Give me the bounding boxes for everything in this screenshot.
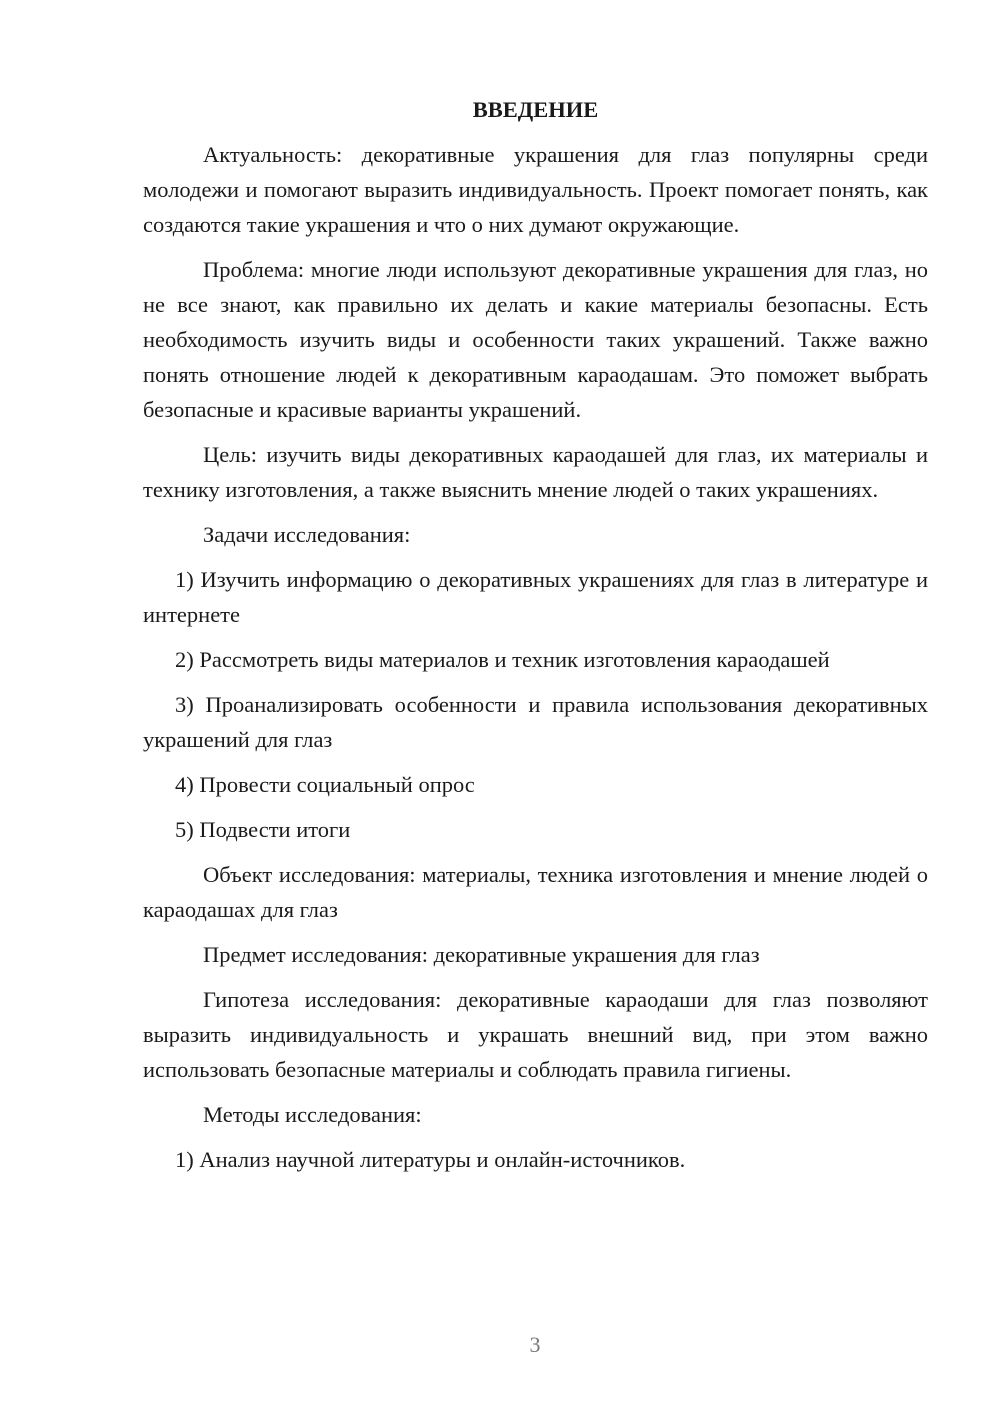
hypothesis-paragraph: Гипотеза исследования: декоративные караодаши для глаз позволяют выразить индивидуальность и украшать внешний вид, при этом важно использовать безопасные материалы и соблюдать правила гигиены.: [143, 987, 928, 1082]
methods-heading: Методы исследования:: [203, 1102, 422, 1127]
task-item-3: 3) Проанализировать особенности и правила использования декоративных украшений для глаз: [143, 692, 928, 752]
page-number: 3: [529, 1332, 541, 1357]
task-item-5: 5) Подвести итоги: [175, 817, 351, 842]
goal-paragraph: Цель: изучить виды декоративных караодашей для глаз, их материалы и технику изготовления, а также выяснить мнение людей о таких украшениях.: [143, 442, 928, 502]
document-page: [143, 92, 928, 1187]
task-item-1: 1) Изучить информацию о декоративных украшениях для глаз в литературе и интернете: [143, 567, 928, 627]
problem-paragraph: Проблема: многие люди используют декоративные украшения для глаз, но не все знают, как правильно их делать и какие материалы безопасны. Есть необходимость изучить виды и особенности таких украшений. Также важно понять отношение людей к декоративным караодашам. Это поможет выбрать безопасные и красивые варианты украшений.: [143, 257, 928, 422]
task-item-2: 2) Рассмотреть виды материалов и техник изготовления караодашей: [175, 647, 830, 672]
task-item-4: 4) Провести социальный опрос: [175, 772, 475, 797]
subject-paragraph: Предмет исследования: декоративные украшения для глаз: [203, 942, 760, 967]
tasks-heading: Задачи исследования:: [203, 522, 411, 547]
method-item-1: 1) Анализ научной литературы и онлайн-источников.: [175, 1147, 686, 1172]
page-title: ВВЕДЕНИЕ: [472, 97, 599, 122]
relevance-paragraph: Актуальность: декоративные украшения для глаз популярны среди молодежи и помогают выразить индивидуальность. Проект помогает понять, как создаются такие украшения и что о них думают окружающие.: [143, 142, 928, 237]
object-paragraph: Объект исследования: материалы, техника изготовления и мнение людей о караодашах для глаз: [143, 862, 928, 922]
